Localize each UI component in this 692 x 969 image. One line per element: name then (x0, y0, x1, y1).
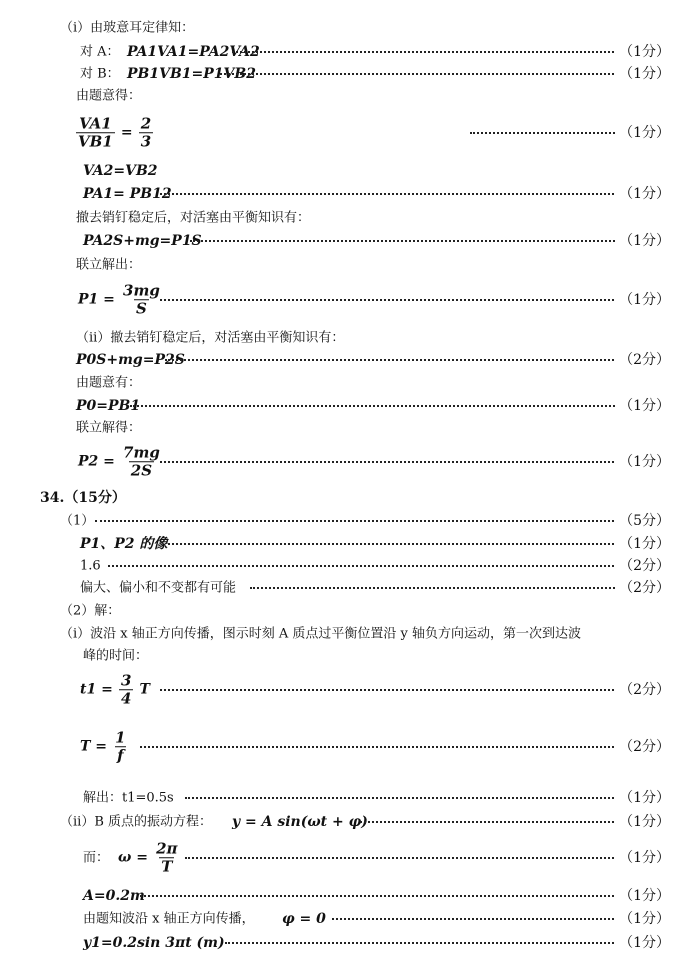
text: 对 B： (80, 66, 120, 82)
dot-leader (108, 565, 622, 567)
dot-leader (130, 405, 622, 407)
score-label: （1分） (615, 293, 670, 307)
score-label: （1分） (615, 399, 670, 413)
text: （i）由玻意耳定律知： (60, 20, 195, 36)
equation-row (0, 836, 692, 880)
text-row (0, 257, 692, 273)
score-row (0, 513, 692, 529)
dot-leader (160, 299, 622, 301)
text-row (0, 210, 692, 226)
text: 1.6 (80, 558, 101, 574)
denominator: T (161, 857, 173, 876)
text: 偏大、偏小和不变都有可能 (80, 580, 237, 596)
equation: PA2S+mg=P1S (83, 233, 202, 249)
dot-leader (232, 51, 622, 53)
equals-sign: = (120, 124, 133, 141)
dot-leader (190, 240, 622, 242)
heading-part-ii (0, 330, 692, 346)
denominator: VB1 (78, 132, 113, 151)
score-label: （1分） (615, 851, 670, 865)
score-label: （1分） (615, 936, 670, 950)
score-label: （1分） (615, 234, 670, 248)
dot-leader (168, 543, 622, 545)
score-row (0, 580, 692, 596)
score-row (0, 558, 692, 574)
score-label: （2分） (615, 740, 670, 754)
equation-row (0, 44, 692, 60)
text: 由题意有： (76, 375, 142, 391)
denominator: S (135, 299, 147, 318)
numerator: 2 (140, 114, 152, 133)
dot-leader (332, 918, 622, 920)
equation (78, 282, 164, 318)
denominator: 4 (120, 689, 132, 708)
numerator: VA1 (79, 114, 112, 133)
equation-row (0, 814, 692, 830)
score-label: （1分） (615, 67, 670, 81)
equation: y = A sin(ωt + φ) (232, 814, 368, 830)
equation-row (0, 352, 692, 368)
score-label: （1分） (615, 791, 670, 805)
text: 联立解得： (76, 420, 142, 436)
dot-leader (250, 587, 622, 589)
equation-row (0, 668, 692, 712)
numerator: 2π (156, 839, 178, 858)
equation-row (0, 935, 692, 951)
score-label: （2分） (615, 581, 670, 595)
rhs: T (139, 681, 150, 698)
text: （i）波沿 x 轴正方向传播，图示时刻 A 质点过平衡位置沿 y 轴负方向运动，第一次到达波 (60, 626, 582, 642)
text: 由题意得： (76, 88, 142, 104)
text: 对 A： (80, 44, 120, 60)
equation-row (0, 888, 692, 904)
text-row (0, 626, 692, 642)
equation: VA2=VB2 (83, 163, 158, 179)
equation: PB1VB1=P1VB2 (127, 66, 256, 82)
equation-row (0, 163, 692, 179)
score-label: （2分） (615, 559, 670, 573)
equation (74, 115, 155, 151)
score-label: （1分） (615, 45, 670, 59)
dot-leader (185, 857, 622, 859)
equation: P0S+mg=P2S (76, 352, 185, 368)
score-label: （1分） (615, 455, 670, 469)
equation-row (0, 112, 692, 154)
equation (118, 840, 182, 876)
dot-leader (160, 689, 622, 691)
text: 联立解出： (76, 257, 142, 273)
equation (78, 444, 164, 480)
dot-leader (225, 942, 622, 944)
denominator: f (117, 746, 124, 765)
equation-row (0, 911, 692, 927)
numerator: 3 (120, 671, 132, 690)
equation-row (0, 278, 692, 322)
text-row (0, 648, 692, 664)
equation-row (0, 186, 692, 202)
text-row (0, 88, 692, 104)
text: 峰的时间： (83, 648, 149, 664)
dot-leader (165, 359, 622, 361)
question-heading (0, 490, 692, 506)
fraction (154, 840, 179, 876)
fraction (119, 672, 133, 708)
lhs: P2 = (78, 453, 115, 470)
equation (80, 729, 130, 765)
equation: φ = 0 (282, 911, 326, 927)
fraction (76, 115, 115, 151)
score-label: （1分） (615, 889, 670, 903)
equation: P0=PB1 (76, 398, 141, 414)
score-row (0, 536, 692, 552)
text: 解出：t1=0.5s (83, 790, 174, 806)
equation: PA1VA1=PA2VA2 (127, 44, 260, 60)
fraction (121, 282, 162, 318)
heading-part-i (0, 20, 692, 36)
lhs: P1 = (78, 291, 115, 308)
dot-leader (95, 520, 622, 522)
dot-leader (220, 73, 622, 75)
fraction (121, 444, 162, 480)
numerator: 3mg (123, 281, 160, 300)
equation-row (0, 66, 692, 82)
denominator: 2S (130, 461, 153, 480)
score-label: （2分） (615, 353, 670, 367)
score-row (0, 790, 692, 806)
dot-leader (360, 821, 622, 823)
score-label: （1分） (615, 187, 670, 201)
dot-leader (185, 797, 622, 799)
text: （ii）撤去销钉稳定后，对活塞由平衡知识有： (76, 330, 345, 346)
numerator: 1 (115, 728, 126, 747)
fraction (139, 115, 153, 151)
dot-leader (160, 193, 622, 195)
text-row (0, 375, 692, 391)
dot-leader (160, 461, 622, 463)
text: （2）解： (60, 603, 121, 619)
question-number: 34.（15分） (40, 490, 126, 506)
text-row (0, 603, 692, 619)
text: 由题知波沿 x 轴正方向传播， (83, 911, 255, 927)
lhs: ω = (118, 849, 148, 866)
text: 而： (83, 850, 110, 866)
text: P1、P2 的像 (80, 536, 168, 552)
equation: PA1= PB12 (83, 186, 172, 202)
equation-row (0, 398, 692, 414)
equation-row (0, 233, 692, 249)
dot-leader (140, 746, 622, 748)
lhs: T = (80, 738, 108, 755)
equation-row (0, 440, 692, 484)
equation (80, 672, 150, 708)
score-label: （2分） (615, 683, 670, 697)
lhs: t1 = (80, 681, 113, 698)
numerator: 7mg (123, 443, 160, 462)
score-label: （1分） (615, 912, 670, 926)
score-label: （1分） (615, 126, 670, 140)
text-row (0, 420, 692, 436)
dot-leader (470, 132, 622, 134)
equation: A=0.2m (83, 888, 145, 904)
text: 撤去销钉稳定后，对活塞由平衡知识有： (76, 210, 311, 226)
score-label: （1分） (615, 537, 670, 551)
dot-leader (140, 895, 622, 897)
denominator: 3 (140, 132, 152, 151)
text: （1） (60, 513, 95, 529)
equation-row (0, 725, 692, 769)
text: （ii）B 质点的振动方程： (60, 814, 213, 830)
score-label: （5分） (615, 514, 670, 528)
score-label: （1分） (615, 815, 670, 829)
equation: y1=0.2sin 3πt (m) (83, 935, 225, 951)
fraction (113, 729, 127, 765)
